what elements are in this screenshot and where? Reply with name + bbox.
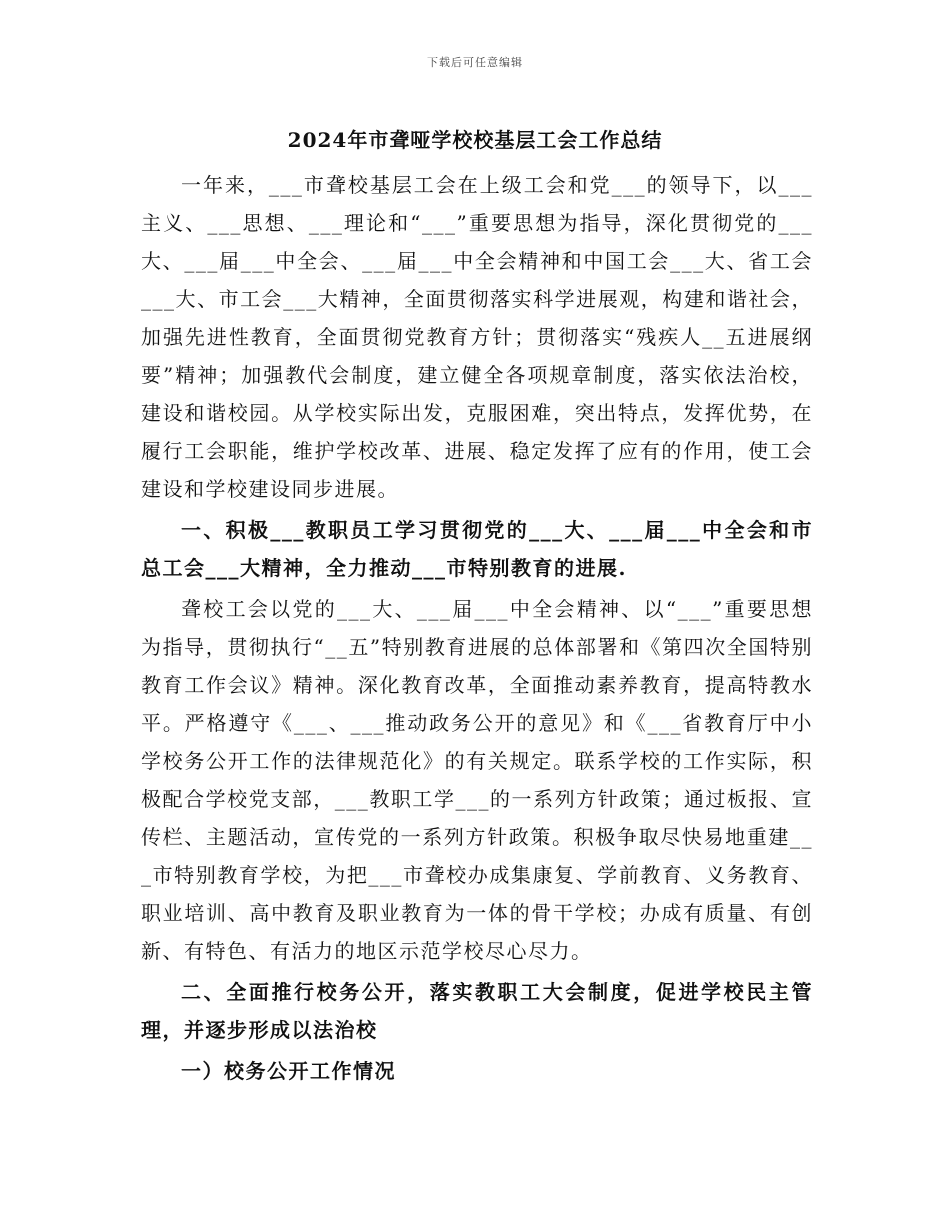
- document-body: [141, 166, 813, 1090]
- intro-paragraph: 一年来，___市聋校基层工会在上级工会和党___的领导下，以___主义、___思想、___理论和“___”重要思想为指导，深化贯彻党的___大、___届___中全会、___届___中全会精神和中国工会___大、省工会___大、市工会___大精神，全面贯彻落实科学进展观，构建和谐社会，加强先进性教育，全面贯彻党教育方针；贯彻落实“残疾人__五进展纲要”精神；加强教代会制度，建立健全各项规章制度，落实依法治校，建设和谐校园。从学校实际出发，克服困难，突出特点，发挥优势，在履行工会职能，维护学校改革、进展、稳定发挥了应有的作用，使工会建设和学校建设同步进展。: [141, 173, 813, 501]
- section-1-paragraph: 聋校工会以党的___大、___届___中全会精神、以“___”重要思想为指导，贯彻执行“__五”特别教育进展的总体部署和《第四次全国特别教育工作会议》精神。深化教育改革，全面推动素养教育，提高特教水平。严格遵守《___、___推动政务公开的意见》和《___省教育厅中小学校务公开工作的法律规范化》的有关规定。联系学校的工作实际，积极配合学校党支部，___教职工学___的一系列方针政策；通过板报、宣传栏、主题活动，宣传党的一系列方针政策。积极争取尽快易地重建___市特别教育学校，为把___市聋校办成集康复、学前教育、义务教育、职业培训、高中教育及职业教育为一体的骨干学校；办成有质量、有创新、有特色、有活力的地区示范学校尽心尽力。: [141, 597, 813, 963]
- section-heading-2: 二、全面推行校务公开，落实教职工大会制度，促进学校民主管理，并逐步形成以法治校: [141, 980, 813, 1042]
- subsection-heading-1: 一）校务公开工作情况: [181, 1059, 396, 1083]
- header-note: 下载后可任意编辑: [427, 56, 523, 69]
- document-title: 2024年市聋哑学校校基层工会工作总结: [287, 128, 663, 152]
- section-heading-1: 一、积极___教职员工学习贯彻党的___大、___届___中全会和市总工会___大精神，全力推动___市特别教育的进展.: [141, 518, 813, 580]
